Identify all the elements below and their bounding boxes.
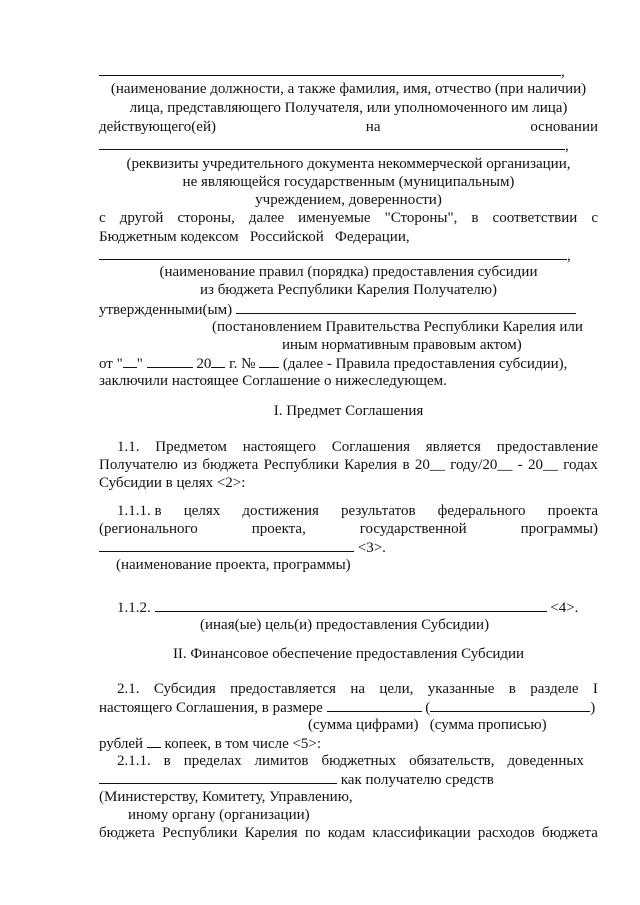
caption: (сумма цифрами) (сумма прописью)	[308, 717, 547, 733]
text-line: настоящего Соглашения, в размере ( )	[99, 700, 596, 716]
text-line: 2.1. Субсидия предоставляется на цели, указанные в разделе I	[117, 681, 598, 697]
caption: учреждением, доверенности)	[255, 192, 442, 208]
caption: (постановлением Правительства Республики Карелия или	[212, 319, 583, 335]
blank-line: 1.1.2. <4>.	[117, 600, 579, 616]
text-line: действующего(ей) на основании	[99, 119, 598, 135]
blank-line: <3>.	[99, 538, 386, 557]
caption: (Министерству, Комитету, Управлению,	[99, 789, 353, 805]
section-heading: I. Предмет Соглашения	[273, 403, 424, 419]
text-line: Получателю из бюджета Республики Карелия в 20__ году/20__ - 20__ годах	[99, 457, 598, 473]
blank-line: ,	[99, 136, 569, 155]
caption: лица, представляющего Получателя, или уполномоченного им лица)	[129, 100, 568, 116]
caption: (иная(ые) цель(и) предоставления Субсидии)	[200, 617, 490, 633]
text-line: заключили настоящее Соглашение о нижеследующем.	[99, 373, 447, 389]
text-line: утвержденными(ым)	[99, 300, 576, 319]
text-line: 1.1.1. в целях достижения результатов федерального проекта	[117, 503, 598, 519]
caption: (наименование проекта, программы)	[116, 557, 351, 573]
text-line: рублей копеек, в том числе <5>:	[99, 736, 322, 752]
blank-line: ,	[99, 246, 571, 265]
caption: (наименование должности, а также фамилия, имя, отчество (при наличии)	[110, 81, 587, 97]
caption: (наименование правил (порядка) предоставления субсидии	[159, 264, 538, 280]
caption: из бюджета Республики Карелия Получателю)	[200, 282, 497, 298]
text-line: (регионального проекта, государственной программы)	[99, 521, 598, 537]
text-line: 2.1.1. в пределах лимитов бюджетных обязательств, доведенных	[117, 753, 584, 769]
caption: иным нормативным правовым актом)	[282, 337, 522, 353]
caption: не являющейся государственным (муниципальным)	[182, 174, 515, 190]
caption: (реквизиты учредительного документа некоммерческой организации,	[126, 156, 571, 172]
blank-line: ,	[99, 62, 565, 81]
caption: иному органу (организации)	[128, 807, 310, 823]
text-line: с другой стороны, далее именуемые "Стороны", в соответствии с	[99, 210, 598, 226]
text-line: 1.1. Предметом настоящего Соглашения является предоставление	[117, 439, 598, 455]
text-line: Субсидии в целях <2>:	[99, 475, 246, 491]
section-heading: II. Финансовое обеспечение предоставления Субсидии	[172, 646, 525, 662]
text-line: бюджета Республики Карелия по кодам классификации расходов бюджета	[99, 825, 598, 841]
text-line: Бюджетным кодексом Российской Федерации,	[99, 229, 410, 245]
text-line: от " " 20 г. № (далее - Правила предоставления субсидии),	[99, 356, 568, 372]
blank-line: как получателю средств	[99, 770, 494, 789]
